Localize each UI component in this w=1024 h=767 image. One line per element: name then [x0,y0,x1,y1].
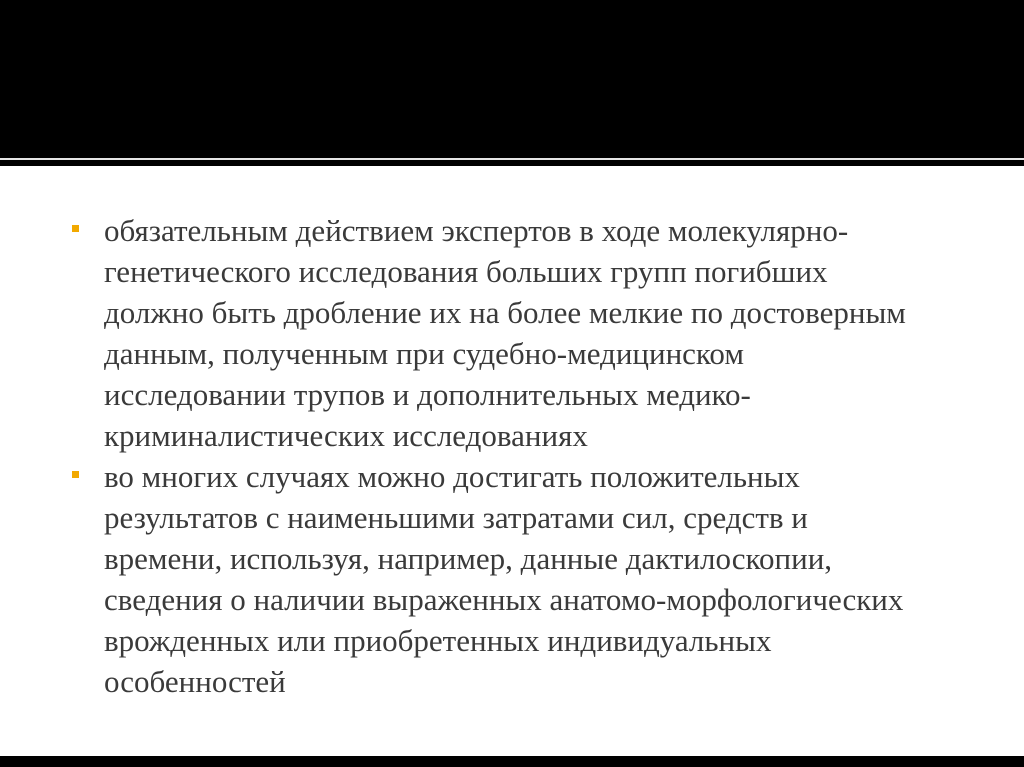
bullet-item [70,210,930,456]
divider-line [0,158,1024,160]
bullet-text: обязательным действием экспертов в ходе молекулярно-генетического исследования больших групп погибших должно быть дробление их на более мелкие по достоверным данным, полученным при судебно-медицинском исследовании трупов и дополнительных медико-криминалистических исследованиях [104,213,906,453]
square-bullet-icon [72,225,79,232]
bullet-text: во многих случаях можно достигать положительных результатов с наименьшими затратами сил, средств и времени, используя, например, данные дактилоскопии, сведения о наличии выраженных анатомо-морфологических врожденных или приобретенных индивидуальных особенностей [104,459,904,699]
bullet-item [70,456,930,702]
square-bullet-icon [72,471,79,478]
bullet-list [70,210,930,702]
content-area [0,166,1024,756]
title-band [0,0,1024,158]
